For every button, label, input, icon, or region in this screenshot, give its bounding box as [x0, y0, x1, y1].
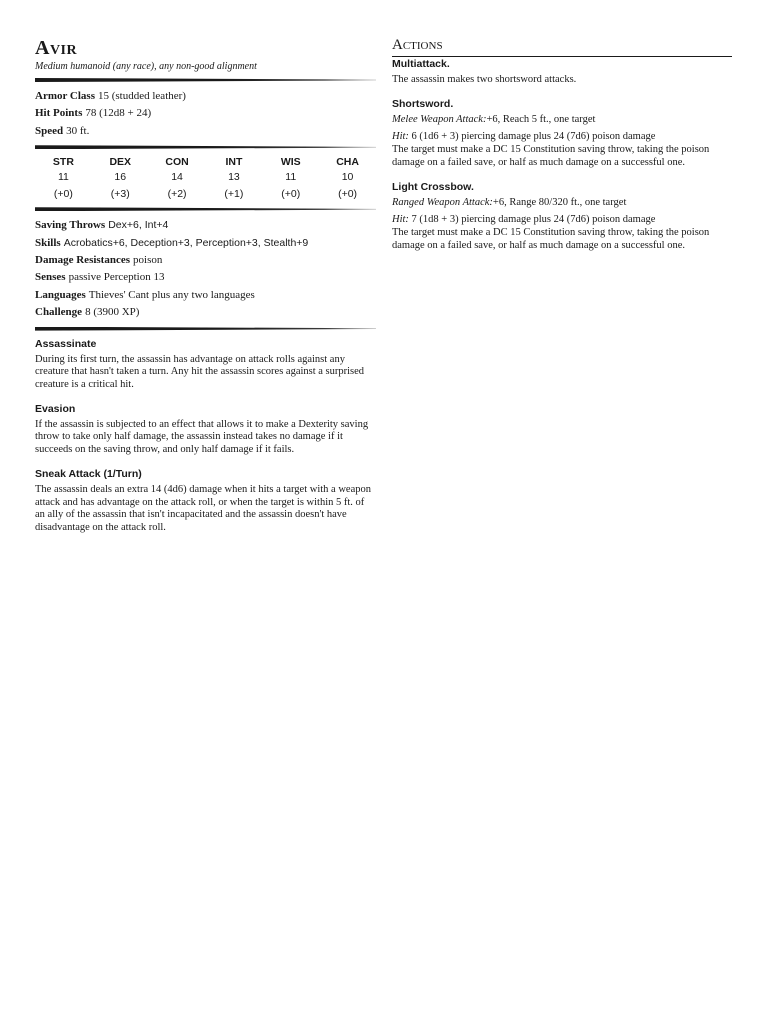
armor-class: [35, 88, 376, 105]
ability-str: [35, 155, 92, 201]
speed-label: Speed: [35, 124, 64, 137]
challenge-label: Challenge: [35, 306, 83, 319]
ability-modifier: (+1): [224, 188, 244, 201]
ability-modifier: (+2): [167, 188, 187, 201]
ability-con: [149, 155, 206, 201]
languages-value: Thieves' Cant plus any two languages: [88, 288, 255, 301]
action-name: Shortsword.: [392, 97, 454, 110]
trait-name: Assassinate: [35, 337, 97, 350]
saving-throws-value: Dex+6, Int+4: [108, 219, 169, 232]
hit-points: [35, 105, 376, 122]
challenge: [35, 304, 376, 321]
action-extra: The target must make a DC 15 Constitution saving throw, taking the poison damage on a failed save, or half as much damage on a successful one.: [392, 144, 710, 168]
trait-name: Evasion: [35, 402, 76, 415]
skills-label: Skills: [35, 236, 61, 249]
action-multiattack: [392, 57, 732, 87]
ability-modifier: (+0): [281, 188, 301, 201]
monster-type: Medium humanoid (any race), any non-good alignment: [35, 61, 257, 72]
challenge-value: 8 (3900 XP): [85, 306, 140, 319]
trait-description: During its first turn, the assassin has advantage on attack rolls against any creature that hasn't taken a turn. Any hit the assassin scores against a surprised creature is a critical hit.: [35, 353, 365, 391]
ability-score: 11: [285, 171, 297, 184]
hit-points-label: Hit Points: [35, 107, 83, 120]
ability-score: 10: [341, 171, 354, 184]
skills: [35, 235, 376, 252]
actions-heading: Actions: [392, 36, 732, 57]
armor-class-value: 15 (studded leather): [97, 90, 186, 102]
stat-block: [35, 34, 376, 545]
attack-info: +6, Range 80/320 ft., one target: [492, 196, 627, 208]
ability-cha: [319, 155, 376, 201]
action-name: Multiattack.: [392, 58, 450, 70]
action-extra: The target must make a DC 15 Constitution saving throw, taking the poison damage on a failed save, or half as much damage on a successful one.: [392, 226, 710, 251]
skills-value: Acrobatics+6, Deception+3, Perception+3, Stealth+9: [63, 236, 309, 249]
ability-score: 14: [171, 171, 183, 184]
action-name: Light Crossbow.: [392, 180, 474, 193]
ability-name: CHA: [336, 156, 359, 169]
attack-info: +6, Reach 5 ft., one target: [486, 113, 596, 125]
trait-assassinate: [35, 337, 376, 392]
attack-type: Ranged Weapon Attack:: [392, 196, 493, 208]
attack-type: Melee Weapon Attack:: [392, 113, 487, 125]
ability-wis: [262, 155, 319, 201]
languages-label: Languages: [35, 288, 86, 301]
actions-column: [392, 34, 732, 262]
ability-name: WIS: [280, 156, 301, 169]
hit-points-value: 78 (12d8 + 24): [85, 107, 152, 120]
trait-description: If the assassin is subjected to an effect that allows it to make a Dexterity saving throw to take only half damage, the assassin instead takes no damage if it succeeds on the saving throw, and only half damage if it fails.: [35, 418, 369, 456]
ability-modifier: (+0): [338, 188, 358, 201]
ability-int: [205, 155, 262, 201]
hit-text: 6 (1d6 + 3) piercing damage plus 24 (7d6) poison damage: [411, 131, 656, 143]
monster-name: Avir: [35, 37, 78, 59]
ability-score: 16: [114, 171, 127, 184]
trait-sneak-attack: [35, 467, 376, 535]
saving-throws-label: Saving Throws: [35, 219, 106, 232]
senses-label: Senses: [35, 271, 66, 284]
ability-scores: [35, 155, 376, 201]
divider-bar: [35, 327, 376, 331]
armor-class-label: Armor Class: [35, 90, 95, 102]
hit-line: [392, 131, 732, 144]
action-description: The assassin makes two shortsword attacks.: [392, 74, 577, 85]
ability-dex: [92, 155, 149, 201]
action-shortsword: [392, 97, 732, 170]
attack-line: [392, 197, 732, 210]
action-light-crossbow: [392, 180, 732, 253]
hit-text: 7 (1d8 + 3) piercing damage plus 24 (7d6) poison damage: [411, 214, 656, 226]
damage-resistances: [35, 252, 376, 269]
ability-name: DEX: [109, 156, 132, 169]
divider-bar: [35, 145, 376, 149]
ability-name: STR: [52, 156, 74, 169]
senses-value: passive Perception 13: [68, 271, 165, 284]
ability-name: INT: [225, 156, 243, 169]
ability-modifier: (+0): [53, 188, 73, 201]
attack-line: [392, 114, 732, 127]
hit-label: Hit:: [392, 131, 409, 143]
saving-throws: [35, 217, 376, 234]
languages: [35, 287, 376, 304]
speed: [35, 123, 376, 140]
trait-description: The assassin deals an extra 14 (4d6) damage when it hits a target with a weapon attack and has advantage on the attack roll, or when the target is within 5 ft. of an ally of the assassin that isn't incapacitated and the assassin doesn't have disadvantage on the attack roll.: [35, 483, 371, 533]
speed-value: 30 ft.: [66, 124, 90, 137]
ability-score: 11: [57, 171, 69, 184]
divider-bar: [35, 78, 376, 82]
damage-resistances-label: Damage Resistances: [35, 254, 131, 267]
ability-modifier: (+3): [110, 188, 130, 201]
damage-resistances-value: poison: [133, 254, 163, 267]
ability-name: CON: [165, 156, 189, 169]
ability-score: 13: [228, 171, 240, 184]
trait-evasion: [35, 402, 376, 457]
hit-line: [392, 214, 732, 227]
hit-label: Hit:: [392, 214, 409, 226]
senses: [35, 269, 376, 286]
divider-bar: [35, 207, 376, 211]
trait-name: Sneak Attack (1/Turn): [35, 467, 142, 480]
